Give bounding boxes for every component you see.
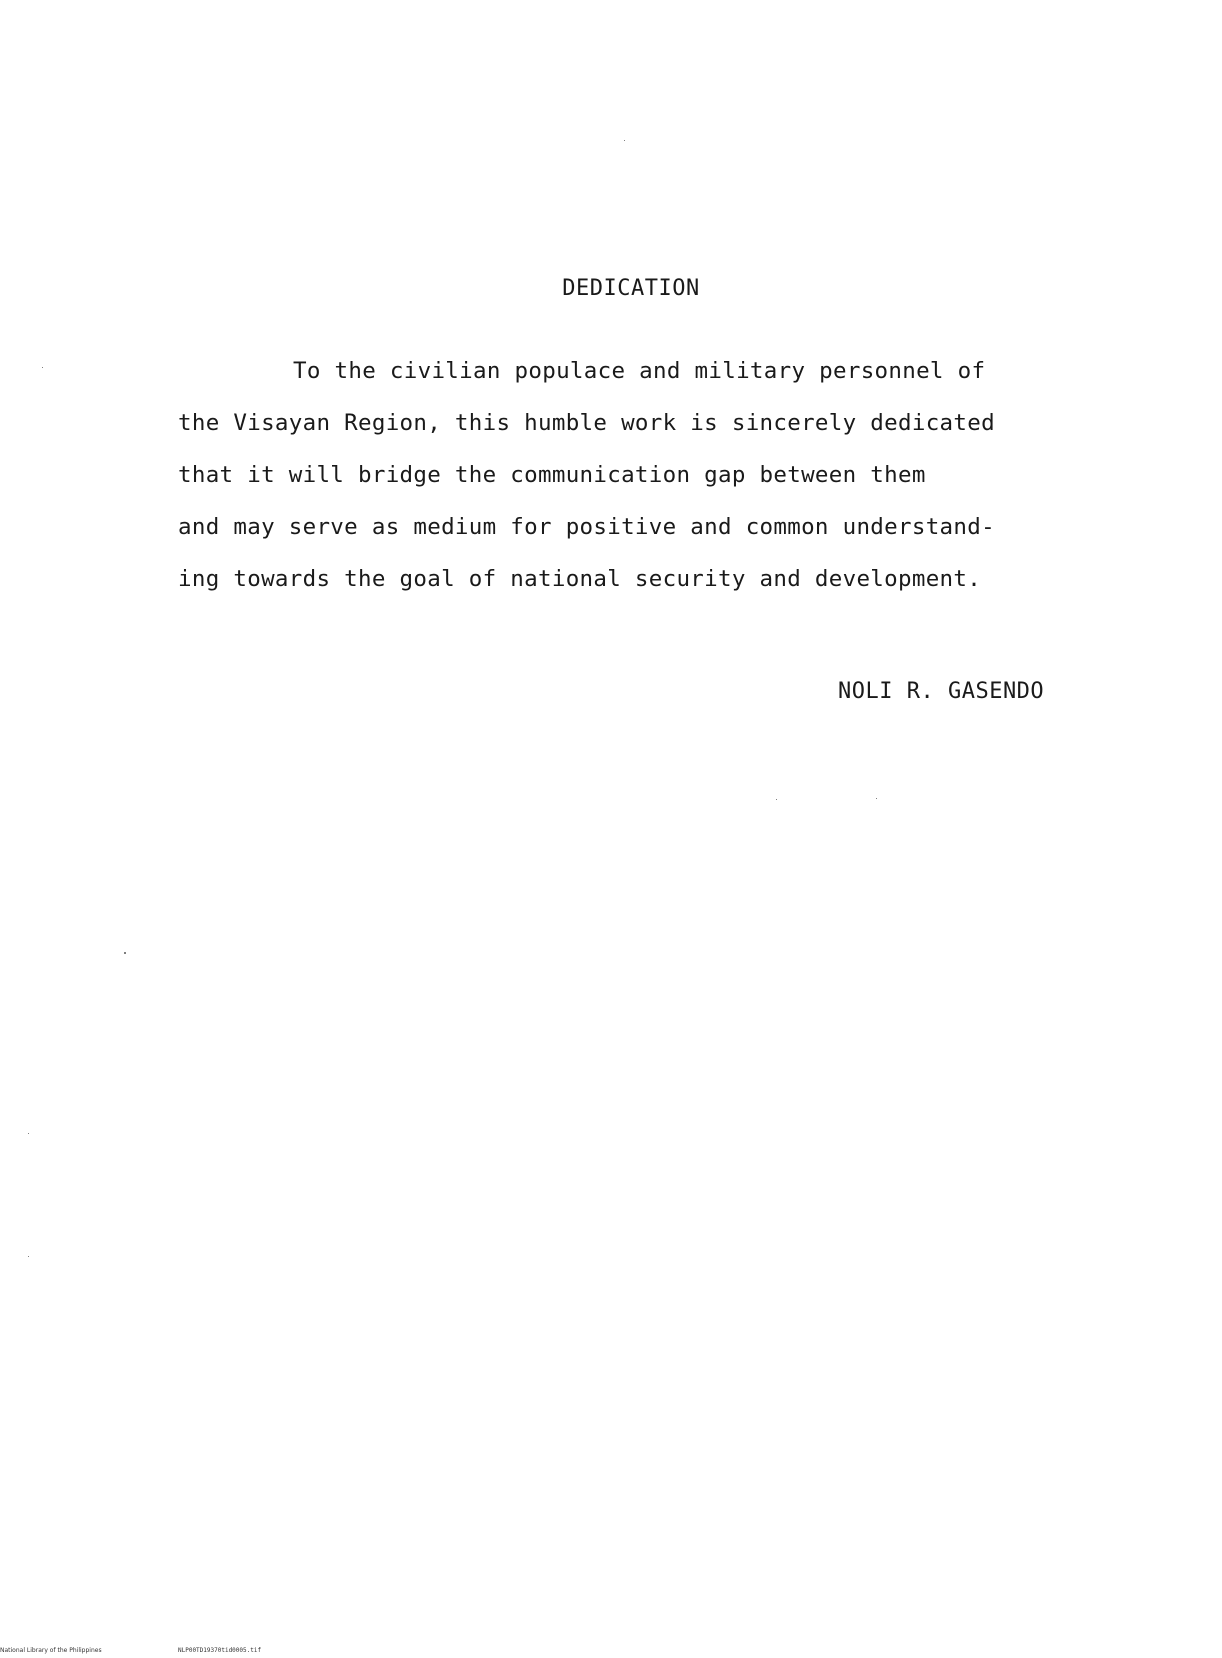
footer-file-name: NLP00TD19370tid0005.tif	[178, 1647, 262, 1654]
footer-library-name: National Library of the Philippines	[0, 1647, 102, 1654]
dedication-paragraph	[178, 345, 1118, 605]
scan-speck	[124, 952, 126, 954]
paragraph-line: that it will bridge the communication gap between them	[178, 462, 926, 488]
page-heading: DEDICATION	[562, 276, 700, 301]
paragraph-line: To the civilian populace and military personnel of	[293, 358, 986, 384]
scan-speck	[42, 367, 43, 368]
scan-speck	[28, 1133, 29, 1134]
paragraph-line: ing towards the goal of national security and development.	[178, 566, 982, 592]
paragraph-line: and may serve as medium for positive and common understand-	[178, 514, 995, 540]
scan-speck	[776, 799, 777, 800]
scan-speck	[876, 798, 877, 799]
author-signature: NOLI R. GASENDO	[838, 679, 1045, 704]
paragraph-line: the Visayan Region, this humble work is sincerely dedicated	[178, 410, 995, 436]
scan-speck	[624, 140, 625, 141]
scan-speck	[28, 1256, 29, 1257]
